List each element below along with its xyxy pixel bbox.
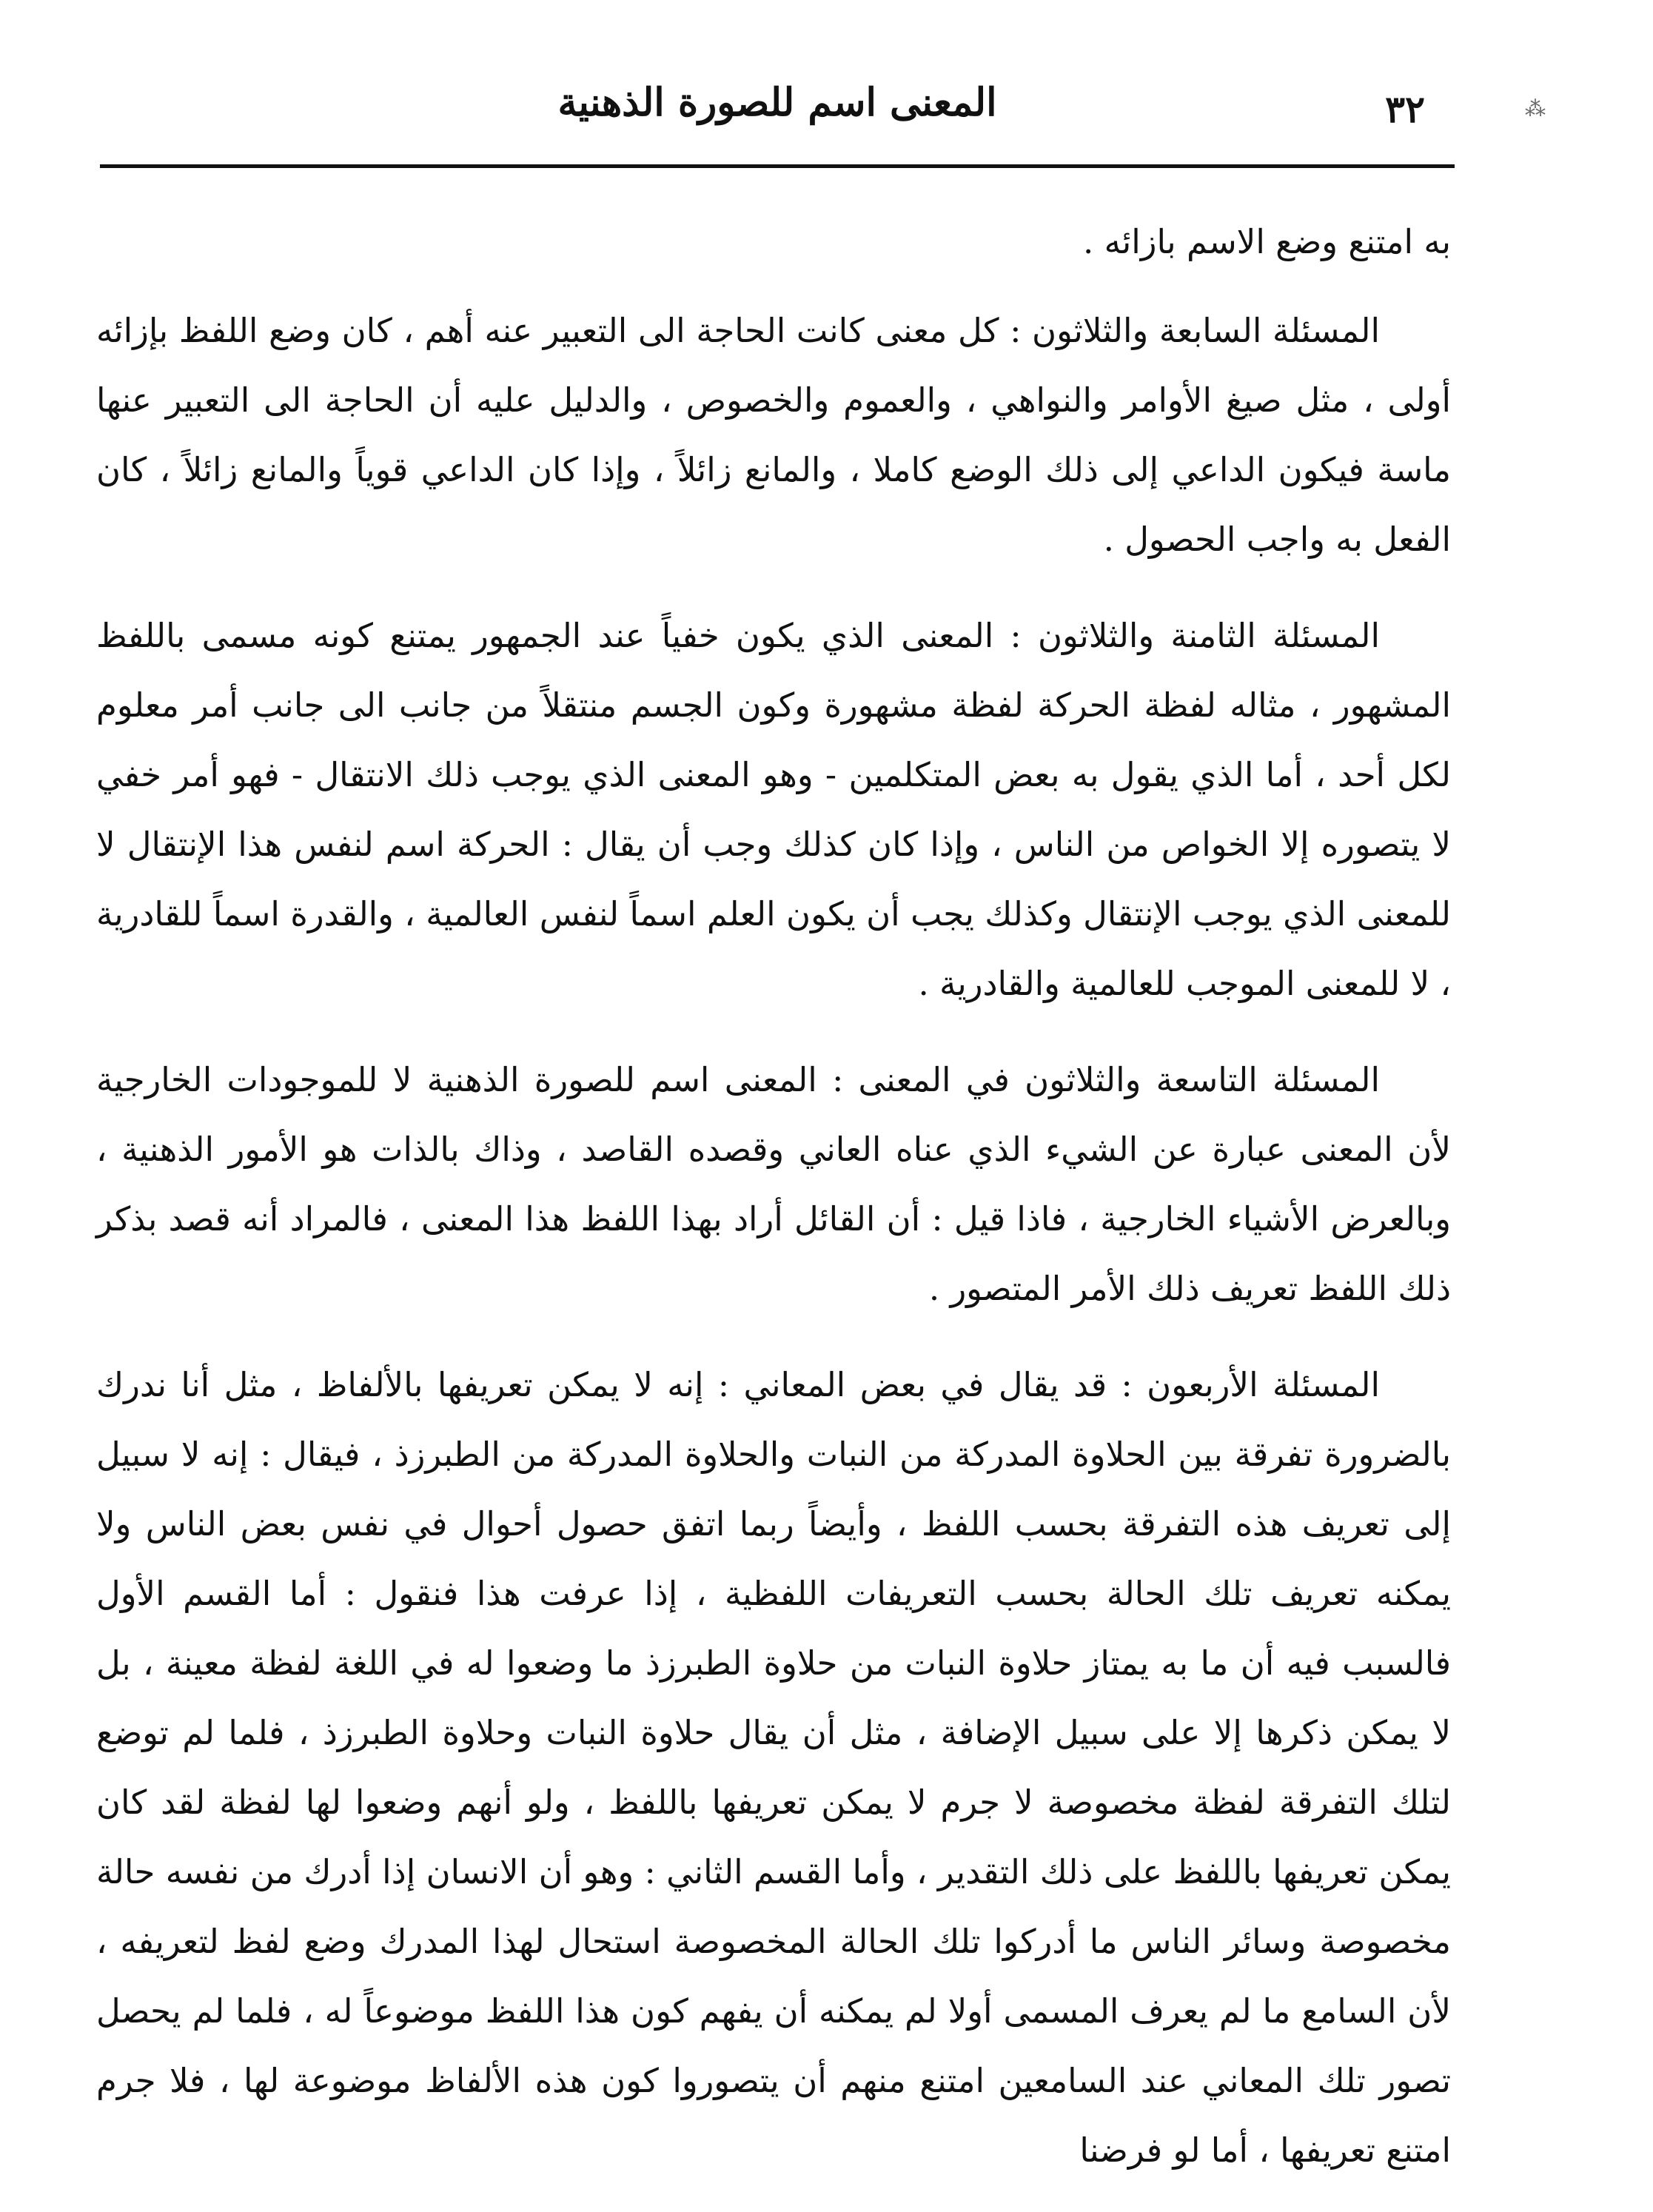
margin-scan-mark: ⁂ xyxy=(1525,96,1546,121)
paragraph-continuation: به امتنع وضع الاسم بازائه . xyxy=(1082,222,1451,261)
paragraph-issue-39: المسئلة التاسعة والثلاثون في المعنى : المعنى اسم للصورة الذهنية لا للموجودات الخارجية لأن المعنى عبارة عن الشيء الذي عناه العاني وقصده القاصد ، وذاك بالذات هو الأمور الذهنية ، وبالعرض الأشياء الخارجية ، فاذا قيل : أن القائل أراد بهذا اللفظ هذا المعنى ، فالمراد أنه قصد بذكر ذلك اللفظ تعريف ذلك الأمر المتصور . xyxy=(96,1060,1451,1308)
header-rule xyxy=(100,164,1455,168)
paragraph-issue-40: المسئلة الأربعون : قد يقال في بعض المعاني : إنه لا يمكن تعريفها بالألفاظ ، مثل أنا ندرك بالضرورة تفرقة بين الحلاوة المدركة من النبات والحلاوة المدركة من الطبرزذ ، فيقال : إنه لا سبيل إلى تعريف هذه التفرقة بحسب اللفظ ، وأيضاً ربما اتفق حصول أحوال في نفس بعض الناس ولا يمكنه تعريف تلك الحالة بحسب التعريفات اللفظية ، إذا عرفت هذا فنقول : أما القسم الأول فالسبب فيه أن ما به يمتاز حلاوة النبات من حلاوة الطبرزذ ما وضعوا له في اللغة لفظة معينة ، بل لا يمكن ذكرها إلا على سبيل الإضافة ، مثل أن يقال حلاوة النبات وحلاوة الطبرزذ ، فلما لم توضع لتلك التفرقة لفظة مخصوصة لا جرم لا يمكن تعريفها باللفظ ، ولو أنهم وضعوا لها لفظة لقد كان يمكن تعريفها باللفظ على ذلك التقدير ، وأما القسم الثاني : وهو أن الانسان إذا أدرك من نفسه حالة مخصوصة وسائر الناس ما أدركوا تلك الحالة المخصوصة استحال لهذا المدرك وضع لفظ لتعريفه ، لأن السامع ما لم يعرف المسمى أولا لم يمكنه أن يفهم كون هذا اللفظ موضوعاً له ، فلما لم يحصل تصور تلك المعاني عند السامعين امتنع منهم أن يتصوروا كون هذه الألفاظ موضوعة لها ، فلا جرم امتنع تعريفها ، أما لو فرضنا xyxy=(96,1365,1451,2170)
paragraph-issue-38: المسئلة الثامنة والثلاثون : المعنى الذي يكون خفياً عند الجمهور يمتنع كونه مسمى باللفظ المشهور ، مثاله لفظة الحركة لفظة مشهورة وكون الجسم منتقلاً من جانب الى جانب أمر معلوم لكل أحد ، أما الذي يقول به بعض المتكلمين - وهو المعنى الذي يوجب ذلك الانتقال - فهو أمر خفي لا يتصوره إلا الخواص من الناس ، وإذا كان كذلك وجب أن يقال : الحركة اسم لنفس هذا الإنتقال لا للمعنى الذي يوجب الإنتقال وكذلك يجب أن يكون العلم اسماً لنفس العالمية ، والقدرة اسماً للقادرية ، لا للمعنى الموجب للعالمية والقادرية . xyxy=(96,616,1451,1003)
paragraph-issue-37: المسئلة السابعة والثلاثون : كل معنى كانت الحاجة الى التعبير عنه أهم ، كان وضع اللفظ بإزائه أولى ، مثل صيغ الأوامر والنواهي ، والعموم والخصوص ، والدليل عليه أن الحاجة الى التعبير عنها ماسة فيكون الداعي إلى ذلك الوضع كاملا ، والمانع زائلاً ، وإذا كان الداعي قوياً والمانع زائلاً ، كان الفعل به واجب الحصول . xyxy=(96,311,1451,559)
page-number: ٣٢ xyxy=(1385,87,1425,131)
running-title: المعنى اسم للصورة الذهنية xyxy=(557,80,997,125)
page-body xyxy=(96,207,1451,2212)
page-header xyxy=(100,74,1455,163)
